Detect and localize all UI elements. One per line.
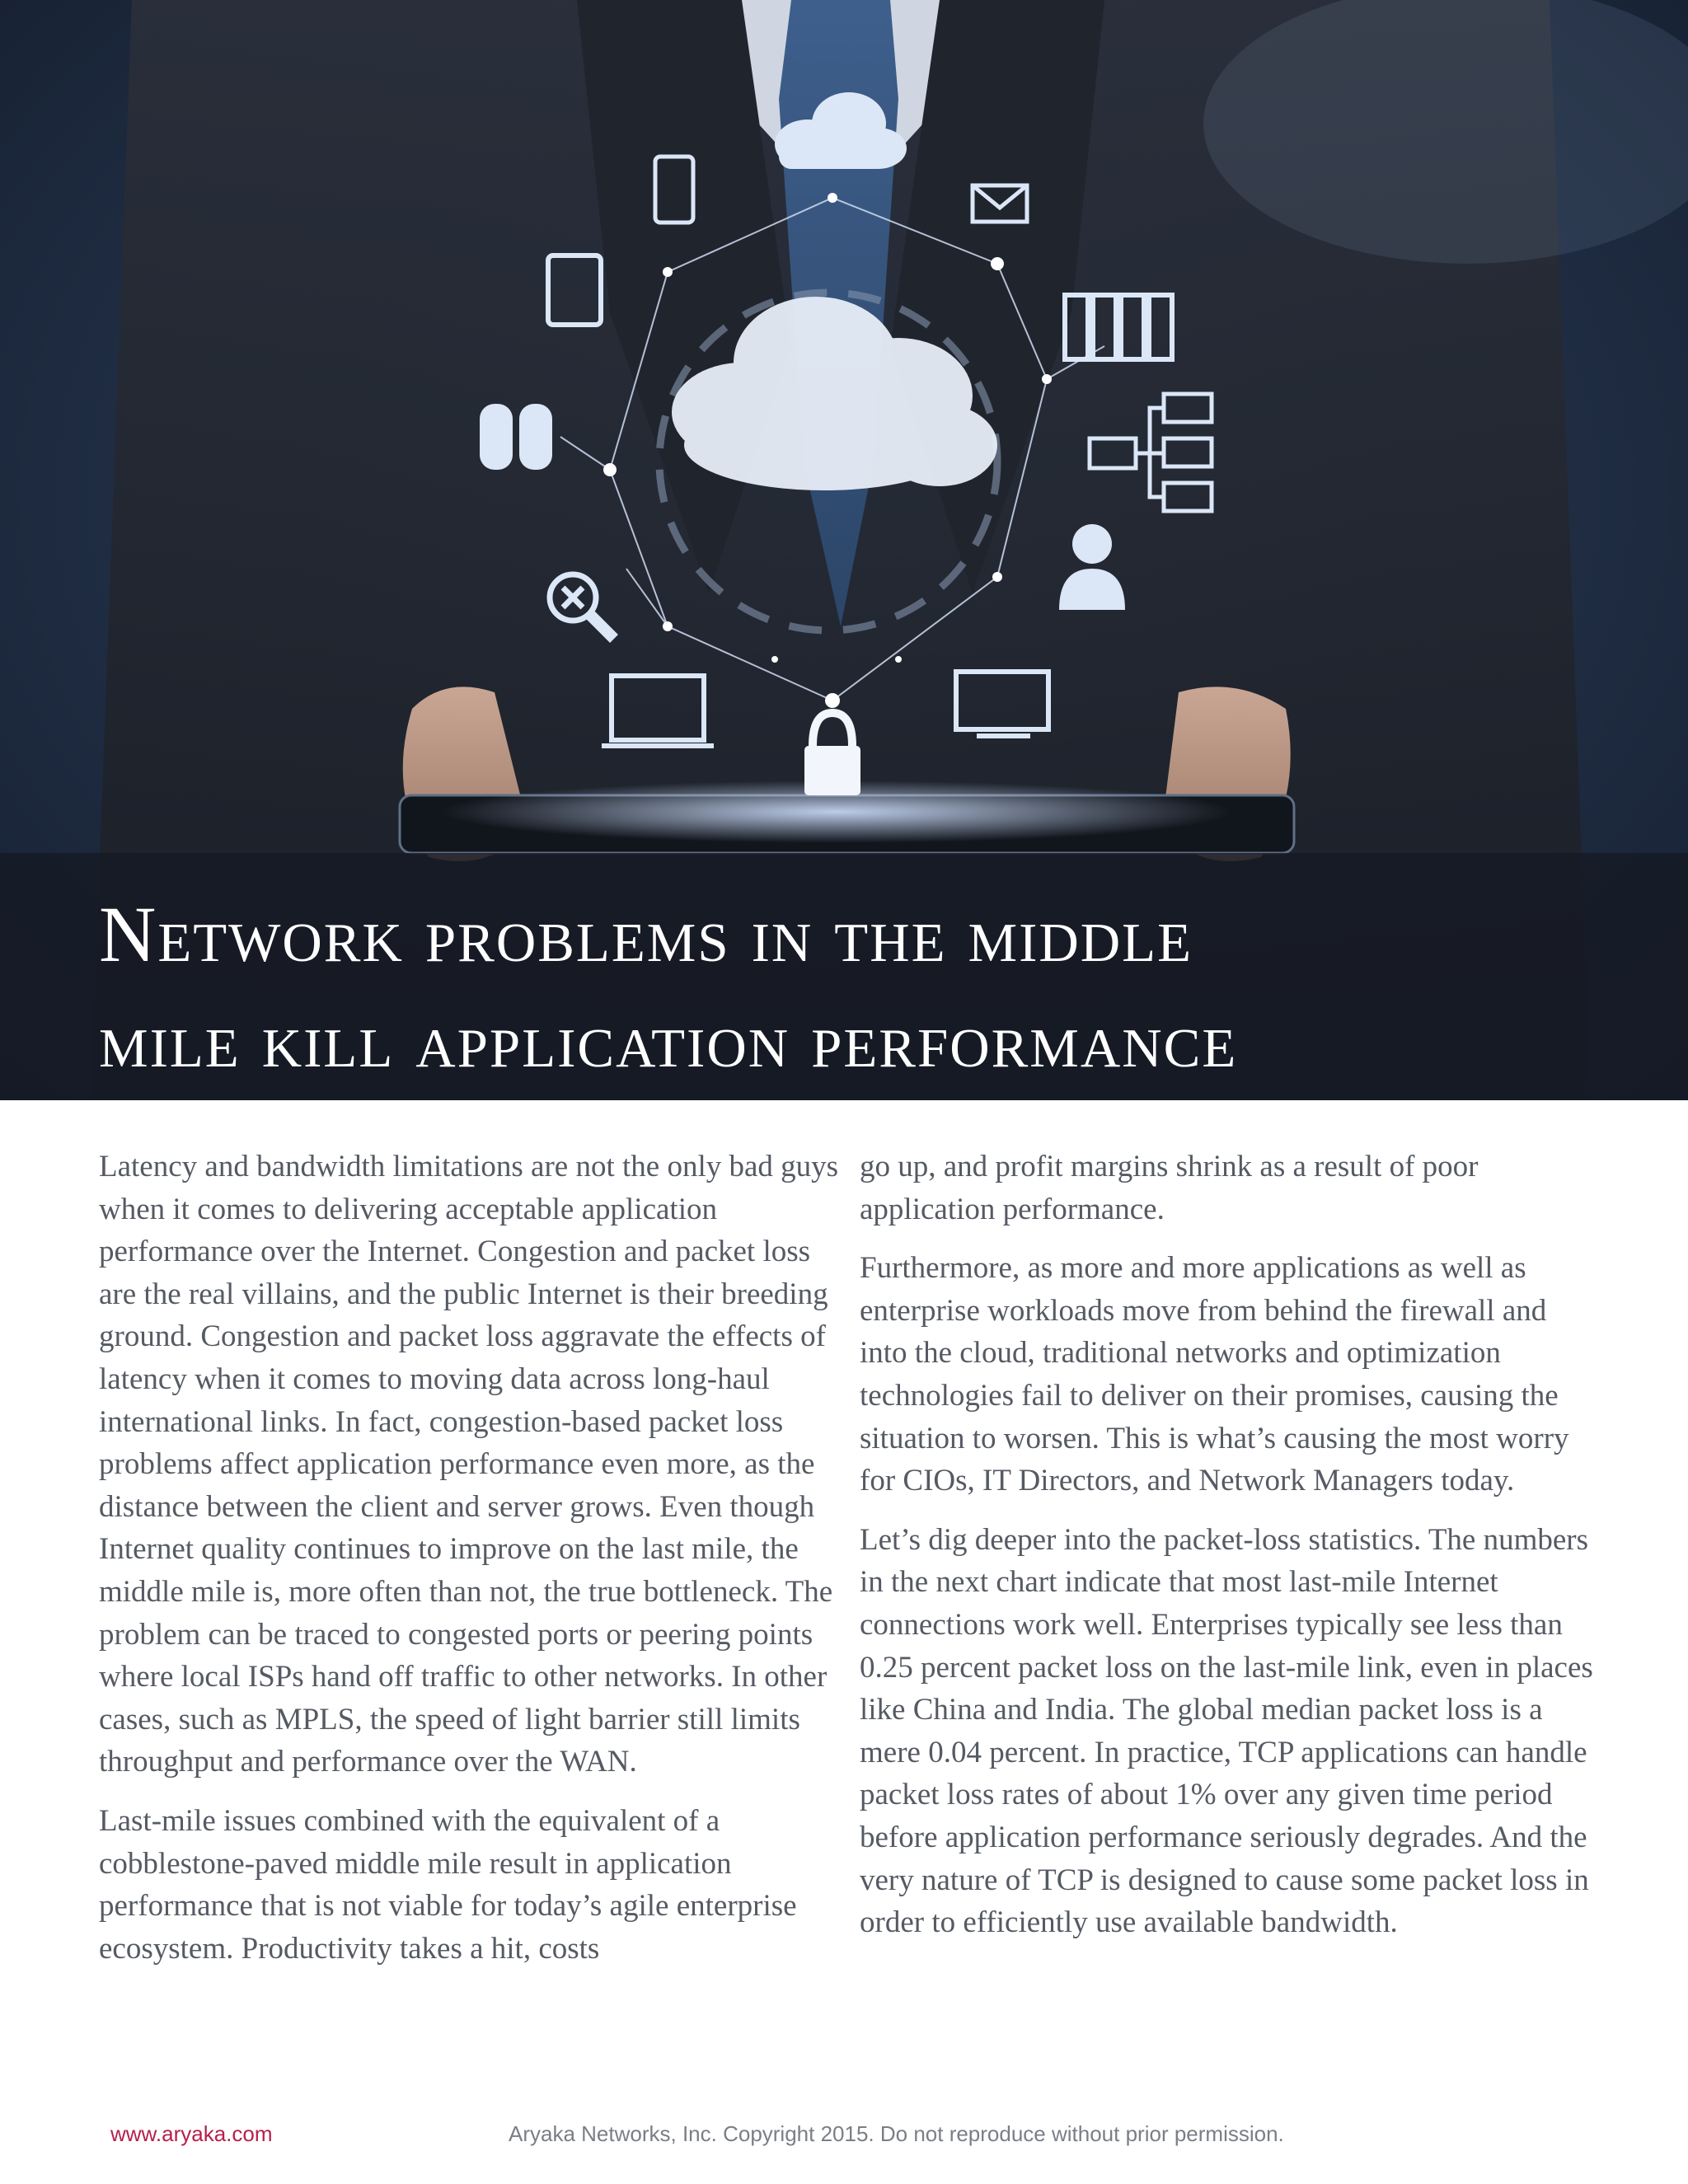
paragraph: go up, and profit margins shrink as a result of poor application performance. (860, 1150, 1479, 1226)
page-title (99, 882, 1582, 1093)
right-column (860, 1146, 1601, 1961)
title-line-1: Network problems in the middle (99, 890, 1193, 978)
left-column (99, 1146, 841, 1986)
website-link[interactable]: www.aryaka.com (110, 2121, 273, 2146)
paragraph: Let’s dig deeper into the packet-loss statistics. The numbers in the next chart indicate that most last-mile Internet connections work well. Enterprises typically see less than 0.25 percent packet loss on the last-mile link, even in places like China and India. The global median packet loss is a mere 0.04 percent. In practice, TCP applications can handle packet loss rates of about 1% over any given time period before application performance seriously degrades. And the very nature of TCP is designed to cause some packet loss in order to efficiently use available bandwidth. (860, 1522, 1593, 1940)
paragraph: Latency and bandwidth limitations are not the only bad guys when it comes to delivering acceptable application performance over the Internet. Congestion and packet loss are the real villains, and the public Internet is their breeding ground. Congestion and packet loss aggravate the effects of latency when it comes to moving data across long-haul international links. In fact, congestion-based packet loss problems affect application performance even more, as the distance between the client and server grows. Even though Internet quality continues to improve on the last mile, the middle mile is, more often than not, the true bottleneck. The problem can be traced to congested ports or peering points where local ISPs hand off traffic to other networks. In other cases, such as MPLS, the speed of light barrier still limits throughput and performance over the WAN. (99, 1150, 839, 1779)
paragraph: Furthermore, as more and more applications as well as enterprise workloads move from behind the firewall and into the cloud, traditional networks and optimization technologies fail to deliver on their promises, causing the situation to worsen. This is what’s causing the most worry for CIOs, IT Directors, and Network Managers today. (860, 1251, 1569, 1498)
copyright-notice: Aryaka Networks, Inc. Copyright 2015. Do not reproduce without prior permission. (509, 2121, 1284, 2146)
title-line-2: mile kill application performance (99, 996, 1238, 1084)
paragraph: Last-mile issues combined with the equivalent of a cobblestone-paved middle mile result in application performance that is not viable for today’s agile enterprise ecosystem. Productivity takes a hit, costs (99, 1803, 797, 1966)
